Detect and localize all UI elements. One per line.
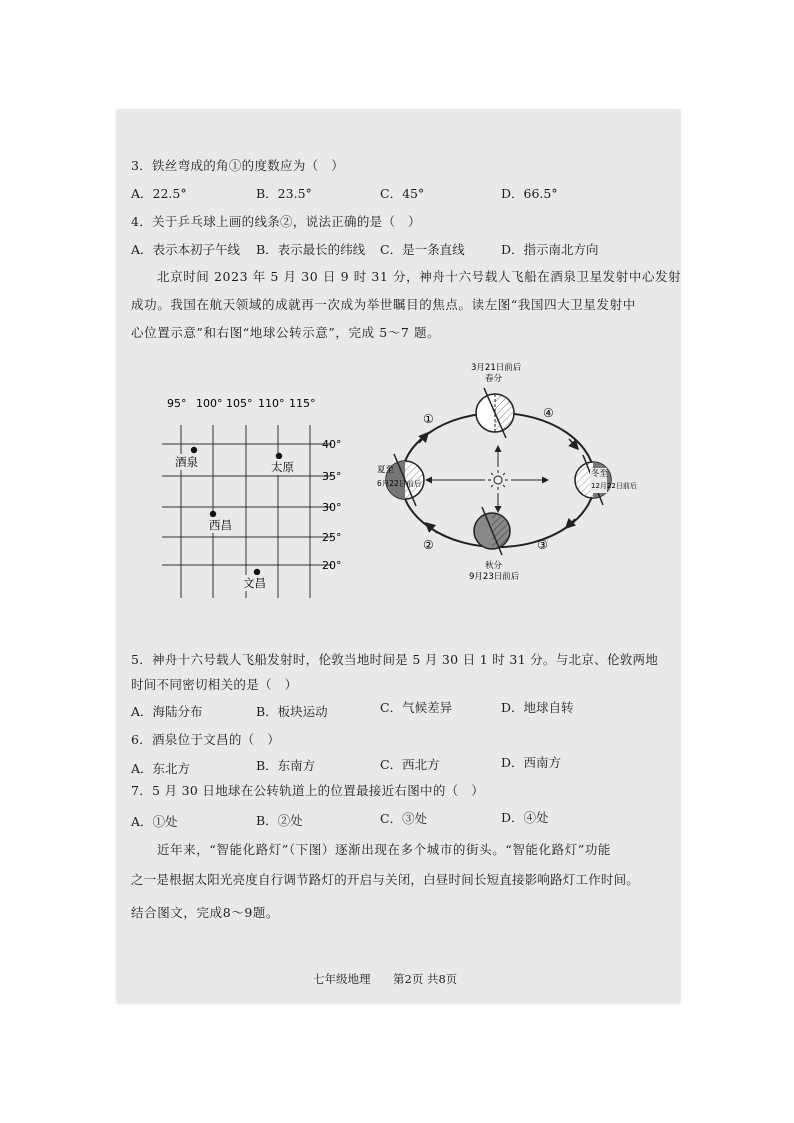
lon-label-95: 95° [167, 397, 187, 410]
q7-option-c: C．③处 [380, 811, 428, 826]
lon-label-105: 105° [226, 397, 253, 410]
q6-option-b: B．东南方 [256, 758, 316, 773]
sun-icon [488, 470, 508, 490]
q5-option-d: D．地球自转 [501, 700, 574, 715]
wenchang-label: 文昌 [243, 576, 266, 590]
footer-page-number: 第2页 共8页 [393, 972, 458, 986]
exam-page [117, 110, 680, 1003]
winter-name-label: 冬至 [591, 469, 609, 479]
winter-date-label: 12月22日前后 [591, 482, 637, 490]
lat-label-25: 25° [322, 531, 342, 544]
intro-line-2: 成功。我国在航天领域的成就再一次成为举世瞩目的焦点。读左图“我国四大卫星发射中 [131, 297, 636, 312]
lat-label-20: 20° [322, 559, 342, 572]
outro-line-2: 之一是根据太阳光亮度自行调节路灯的开启与关闭，白昼时间长短直接影响路灯工作时间。 [131, 872, 640, 887]
lon-label-115: 115° [289, 397, 316, 410]
q6-option-a: A．东北方 [131, 761, 191, 776]
q3-option-b: B．23.5° [256, 186, 312, 201]
lon-label-110: 110° [258, 397, 285, 410]
q5-stem-line-1: 5．神舟十六号载人飞船发射时，伦敦当地时间是 5 月 30 日 1 时 31 分。与北京、伦敦两地 [131, 652, 659, 667]
intro-line-3: 心位置示意”和右图“地球公转示意”，完成 5～7 题。 [131, 325, 441, 340]
taiyuan-label: 太原 [271, 460, 294, 474]
q3-option-a: A．22.5° [131, 186, 187, 201]
launch-center-map [157, 392, 357, 592]
summer-date-label: 6月22日前后 [377, 479, 422, 488]
q5-option-b: B．板块运动 [256, 704, 328, 719]
orbit-marker-1: ① [423, 412, 434, 426]
xichang-label: 西昌 [209, 518, 232, 532]
q7-option-a: A．①处 [131, 814, 178, 829]
lat-label-35: 35° [322, 470, 342, 483]
autumn-name-label: 秋分 [485, 561, 503, 571]
q7-stem: 7．5 月 30 日地球在公转轨道上的位置最接近右图中的（ ） [131, 783, 485, 798]
q4-option-c: C．是一条直线 [380, 242, 465, 257]
autumn-date-label: 9月23日前后 [469, 572, 520, 582]
q5-stem-line-2: 时间不同密切相关的是（ ） [131, 677, 298, 692]
q3-option-c: C．45° [380, 186, 425, 201]
q7-option-d: D．④处 [501, 810, 549, 825]
intro-line-1: 北京时间 2023 年 5 月 30 日 9 时 31 分，神舟十六号载人飞船在酒泉卫星发射中心发射 [157, 269, 682, 284]
q4-stem: 4．关于乒乓球上画的线条②，说法正确的是（ ） [131, 214, 421, 229]
q7-option-b: B．②处 [256, 813, 303, 828]
q5-option-a: A．海陆分布 [131, 704, 203, 719]
wenchang-dot [254, 569, 260, 575]
lat-label-40: 40° [322, 438, 342, 451]
lat-label-30: 30° [322, 501, 342, 514]
jiuquan-label: 酒泉 [175, 455, 198, 469]
orbit-marker-2: ② [423, 538, 434, 552]
orbit-marker-4: ④ [543, 406, 554, 420]
q3-stem: 3．铁丝弯成的角①的度数应为（ ） [131, 158, 345, 173]
earth-orbit-diagram [377, 355, 637, 585]
outro-line-1: 近年来，“智能化路灯”（下图）逐渐出现在多个城市的街头。“智能化路灯”功能 [157, 842, 612, 857]
lon-label-100: 100° [196, 397, 223, 410]
q4-option-b: B．表示最长的纬线 [256, 242, 366, 257]
jiuquan-dot [191, 447, 197, 453]
q4-option-d: D．指示南北方向 [501, 242, 599, 257]
q6-option-d: D．西南方 [501, 755, 562, 770]
taiyuan-dot [276, 453, 282, 459]
spring-name-label: 春分 [485, 374, 503, 384]
q4-option-a: A．表示本初子午线 [131, 242, 241, 257]
q6-stem: 6．酒泉位于文昌的（ ） [131, 732, 281, 747]
q6-option-c: C．西北方 [380, 757, 440, 772]
outro-line-3: 结合图文，完成8～9题。 [131, 905, 280, 920]
xichang-dot [210, 511, 216, 517]
q5-option-c: C．气候差异 [380, 700, 453, 715]
summer-name-label: 夏至 [377, 465, 395, 475]
earth-spring-equinox [476, 388, 514, 438]
q3-option-d: D．66.5° [501, 186, 558, 201]
orbit-marker-3: ③ [537, 538, 548, 552]
spring-date-label: 3月21日前后 [471, 363, 522, 373]
footer-subject: 七年级地理 [313, 972, 371, 986]
